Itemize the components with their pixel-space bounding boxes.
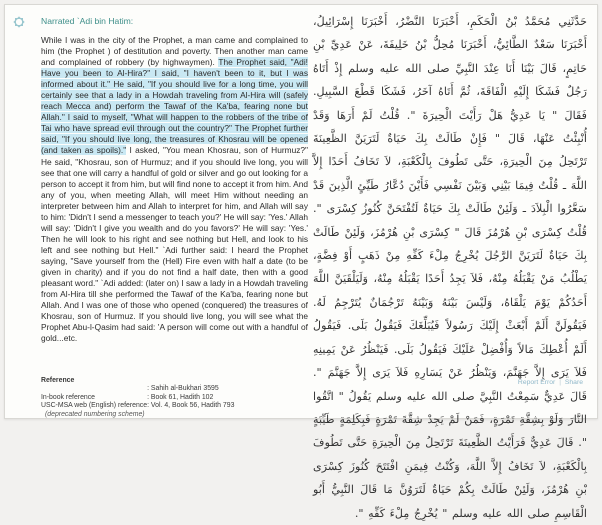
- reference-table: [41, 385, 234, 410]
- english-text-segment: I asked, "You mean Khosrau, son of Hurmuz?" He said, "Khosrau, son of Hurmuz; and if you should live long, you will see that one will carry a handful of gold or silver and go out looking for a person to accept it from him, but will find none to accept it from him. And any of you, when meeting Allah, will meet Him without needing an interpreter between him and Allah to interpret for him, and Allah will say to him: 'Didn't I send a messenger to teach you?' He will say: 'Yes.' Allah will say: 'Didn't I give you wealth and do you favors?' He will say: 'Yes.' Then he will look to his right and see nothing but Hell, and look to his left and see nothing but Hell." `Adi further said: I heard the Prophet saying, "Save yourself from the (Hell) Fire even with half a date (to be given in charity) and if you do not find a half date, then with a good pleasant word." `Adi added: (later on) I saw a lady in a Howdah traveling from Al-Hira till she performed the Tawaf of the Ka'ba, fearing none but Allah. And I was one of those who opened (conquered) the treasures of Khosrau, son of Hurmuz. If you should live long, you will see what the Prophet Abu-l-Qasim had said: 'A person will come out with a handful of gold...etc.: [41, 145, 308, 344]
- eight-point-star-icon: [13, 16, 25, 28]
- reference-label: USC-MSA web (English) reference: [41, 402, 148, 410]
- link-separator: |: [559, 379, 561, 386]
- reference-value: : Vol. 4, Book 56, Hadith 793: [147, 402, 235, 410]
- narrator-line: Narrated `Adi bin Hatim:: [41, 16, 134, 26]
- highlighted-text-selection[interactable]: The Prophet said, "Adi! Have you been to Al-Hira?" I said, "I haven't been to it, but I was informed about it." He said, "If you should live for a long time, you will certainly see that a lady in a Howdah traveling from Al-Hira will (safely reach Mecca and) perform the Tawaf of the Ka'ba, fearing none but Allah." I said to myself, "What will happen to the robbers of the tribe of Tai who have spread evil through out the country?" The Prophet further said, "If you should live long, the treasures of Khosrau will be opened (and taken as spoils).": [41, 57, 308, 156]
- english-text-segment: While I was in the city of the Prophet, a man came and complained to him (the Prophet ) of destitution and poverty. Then another man came and complained of robbery (by highwaymen).: [41, 35, 308, 68]
- reference-section: [41, 377, 234, 419]
- reference-row: [41, 385, 234, 393]
- action-links: [518, 379, 583, 386]
- share-link[interactable]: Share: [564, 379, 583, 386]
- reference-label: In-book reference: [41, 393, 96, 401]
- report-error-link[interactable]: Report Error: [517, 379, 556, 386]
- reference-title: Reference: [41, 377, 75, 384]
- reference-value: : Sahih al-Bukhari 3595: [147, 385, 219, 393]
- reference-value: : Book 61, Hadith 102: [147, 393, 214, 401]
- reference-row: [41, 402, 234, 410]
- arabic-hadith-text: حَدَّثَنِي مُحَمَّدُ بْنُ الْحَكَمِ، أَخْبَرَنَا النَّضْرُ، أَخْبَرَنَا إِسْرَائِيلُ، أَخْبَرَنَا سَعْدٌ الطَّائِيُّ، أَخْبَرَنَا مُحِلُّ بْنُ خَلِيفَةَ، عَنْ عَدِيِّ بْنِ حَاتِمٍ، قَالَ بَيْنَا أَنَا عِنْدَ النَّبِيِّ صلى الله عليه وسلم إِذْ أَتَاهُ رَجُلٌ فَشَكَا إِلَيْهِ الْفَاقَةَ، ثُمَّ أَتَاهُ آخَرُ، فَشَكَا قَطْعَ السَّبِيلِ‏.‏ فَقَالَ ‏"‏ يَا عَدِيُّ هَلْ رَأَيْتَ الْحِيرَةَ ‏"‏‏.‏ قُلْتُ لَمْ أَرَهَا وَقَدْ أُنْبِئْتُ عَنْهَا، قَالَ ‏"‏ فَإِنْ طَالَتْ بِكَ حَيَاةٌ لَتَرَيَنَّ الظَّعِينَةَ تَرْتَحِلُ مِنَ الْحِيرَةِ، حَتَّى تَطُوفَ بِالْكَعْبَةِ، لاَ تَخَافُ أَحَدًا إِلاَّ اللَّهَ ـ قُلْتُ فِيمَا بَيْنِي وَبَيْنَ نَفْسِي فَأَيْنَ دُعَّارُ طَيِّئٍ الَّذِينَ قَدْ سَعَّرُوا الْبِلاَدَ ـ وَلَئِنْ طَالَتْ بِكَ حَيَاةٌ لَتُفْتَحَنَّ كُنُوزُ كِسْرَى ‏"‏‏.‏ قُلْتُ كِسْرَى بْنِ هُرْمُزَ قَالَ ‏"‏ كِسْرَى بْنِ هُرْمُزَ، وَلَئِنْ طَالَتْ بِكَ حَيَاةٌ لَتَرَيَنَّ الرَّجُلَ يُخْرِجُ مِلْءَ كَفِّهِ مِنْ ذَهَبٍ أَوْ فِضَّةٍ، يَطْلُبُ مَنْ يَقْبَلُهُ مِنْهُ، فَلاَ يَجِدُ أَحَدًا يَقْبَلُهُ مِنْهُ، وَلَيَلْقَيَنَّ اللَّهَ أَحَدُكُمْ يَوْمَ يَلْقَاهُ، وَلَيْسَ بَيْنَهُ وَبَيْنَهُ تَرْجُمَانٌ يُتَرْجِمُ لَهُ‏.‏ فَيَقُولَنَّ أَلَمْ أَبْعَثْ إِلَيْكَ رَسُولاً فَيُبَلِّغَكَ فَيَقُولُ بَلَى‏.‏ فَيَقُولُ أَلَمْ أُعْطِكَ مَالاً وَأُفْضِلْ عَلَيْكَ فَيَقُولُ بَلَى‏.‏ فَيَنْظُرُ عَنْ يَمِينِهِ فَلاَ يَرَى إِلاَّ جَهَنَّمَ، وَيَنْظُرُ عَنْ يَسَارِهِ فَلاَ يَرَى إِلاَّ جَهَنَّمَ ‏"‏‏.‏ قَالَ عَدِيٌّ سَمِعْتُ النَّبِيَّ صلى الله عليه وسلم يَقُولُ ‏"‏ اتَّقُوا النَّارَ وَلَوْ بِشِقَّةِ تَمْرَةٍ، فَمَنْ لَمْ يَجِدْ شِقَّةَ تَمْرَةٍ فَبِكَلِمَةٍ طَيِّبَةٍ ‏"‏‏.‏ قَالَ عَدِيٌّ فَرَأَيْتُ الظَّعِينَةَ تَرْتَحِلُ مِنَ الْحِيرَةِ حَتَّى تَطُوفَ بِالْكَعْبَةِ، لاَ تَخَافُ إِلاَّ اللَّهَ، وَكُنْتُ فِيمَنِ افْتَتَحَ كُنُوزَ كِسْرَى بْنِ هُرْمُزَ، وَلَئِنْ طَالَتْ بِكُمْ حَيَاةٌ لَتَرَوُنَّ مَا قَالَ النَّبِيُّ أَبُو الْقَاسِمِ صلى الله عليه وسلم ‏"‏ يُخْرِجُ مِلْءَ كَفِّهِ ‏"‏‏.‏: [313, 15, 587, 520]
- english-hadith-text: [41, 35, 308, 344]
- reference-label: [41, 385, 147, 393]
- hadith-container: [4, 4, 598, 520]
- reference-note: (deprecated numbering scheme): [45, 410, 145, 418]
- reference-row: [41, 394, 234, 402]
